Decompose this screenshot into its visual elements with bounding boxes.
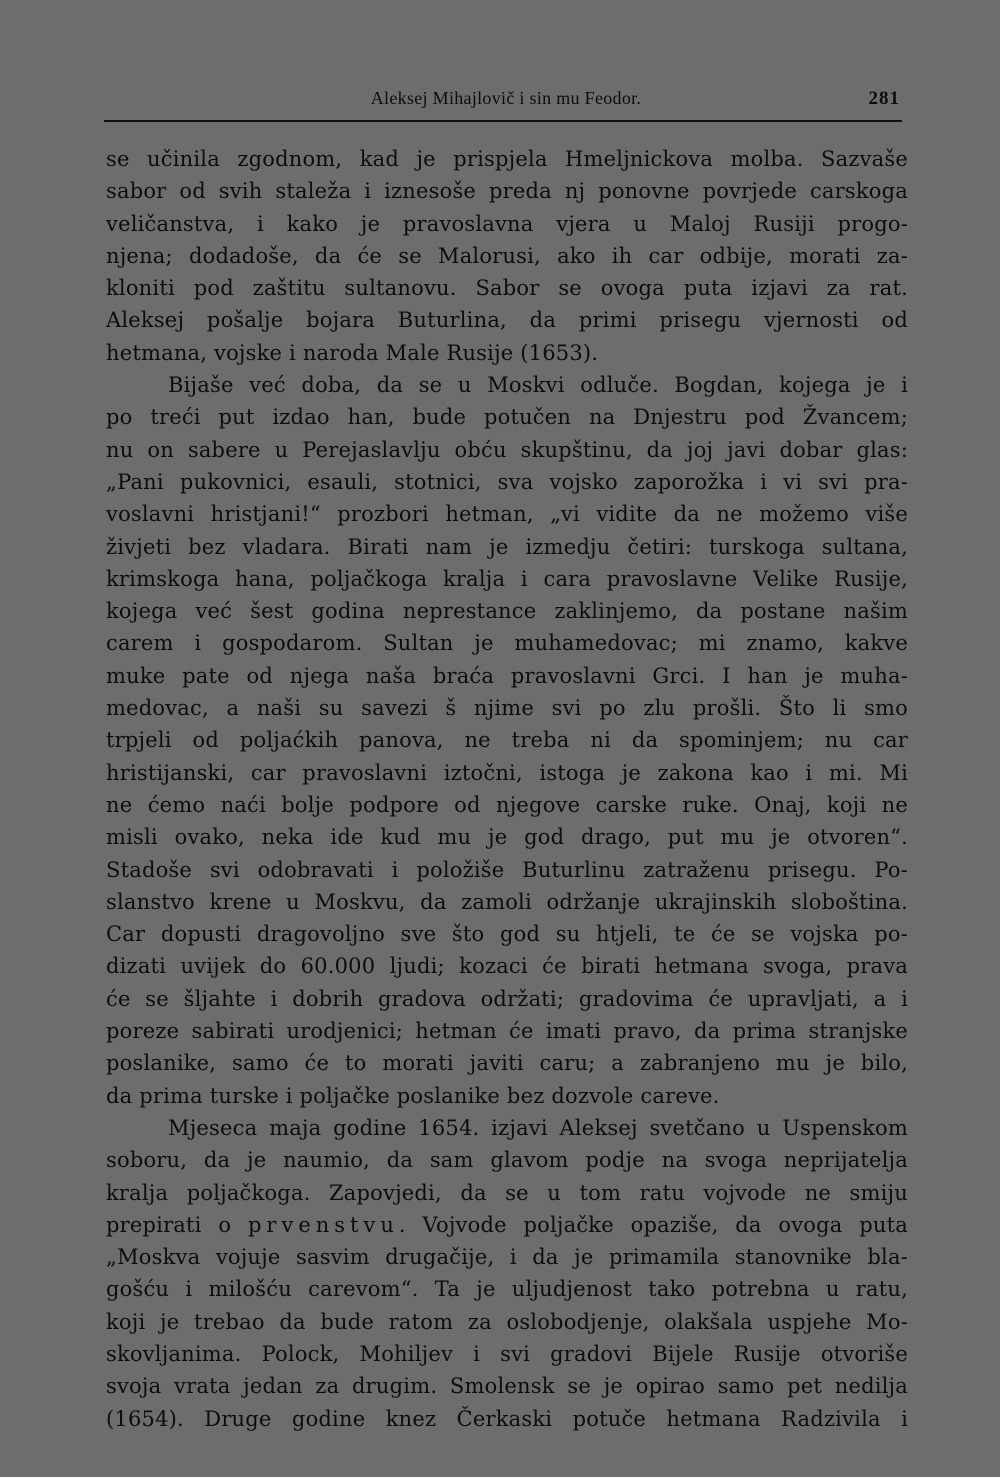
text-line: „Pani pukovnici, esauli, stotnici, sva vojsko zaporožka i vi svi pra-	[106, 469, 908, 494]
text-line: hetmana, vojske i naroda Male Rusije (1653).	[106, 340, 599, 365]
text-line: da prima turske i poljačke poslanike bez dozvole careve.	[106, 1083, 720, 1108]
header-rule	[104, 120, 902, 122]
text-line: poslanike, samo će to morati javiti caru; a zabranjeno mu je bilo,	[106, 1051, 908, 1076]
text-line: Stadoše svi odobravati i položiše Buturlinu zatraženu prisegu. Po-	[106, 857, 908, 882]
paragraph-first-line: Bijaše već doba, da se u Moskvi odluče. Bogdan, kojega je i	[168, 373, 908, 398]
text-line: ne ćemo naći bolje podpore od njegove carske ruke. Onaj, koji ne	[106, 792, 908, 817]
text-line: kojega već šest godina neprestance zaklinjemo, da postane našim	[106, 599, 908, 624]
text-line: krimskoga hana, poljačkoga kralja i cara pravoslavne Velike Rusije,	[106, 566, 908, 591]
text-line: nu on sabere u Perejaslavlju obću skupštinu, da joj javi dobar glas:	[106, 437, 908, 462]
text-line-with-emphasis	[106, 1209, 908, 1241]
text-line: veličanstva, i kako je pravoslavna vjera u Maloj Rusiji progo-	[106, 211, 908, 236]
text-line: će se šljahte i dobrih gradova održati; gradovima će upravljati, a i	[106, 986, 908, 1011]
text-line: njena; dodadoše, da će se Malorusi, ako ih car odbije, morati za-	[106, 243, 908, 268]
text-line: misli ovako, neka ide kud mu je god drago, put mu je otvoren“.	[106, 825, 908, 850]
text-line: (1654). Druge godine knez Čerkaski potuče hetmana Radzivila i	[106, 1406, 908, 1431]
text-line: „Moskva vojuje sasvim drugačije, i da je primamila stanovnike bla-	[106, 1245, 908, 1270]
text-line: slanstvo krene u Moskvu, da zamoli održanje ukrajinskih sloboština.	[106, 889, 908, 914]
paragraph-first-line: Mjeseca maja godine 1654. izjavi Aleksej svetčano u Uspenskom	[168, 1115, 908, 1140]
text-line: medovac, a naši su savezi š njime svi po zlu prošli. Što li smo	[106, 696, 908, 721]
text-line: sabor od svih staleža i iznesoše preda nj ponovne povrjede carskoga	[106, 179, 908, 204]
text-line: kloniti pod zaštitu sultanovu. Sabor se ovoga puta izjavi za rat.	[106, 276, 908, 301]
text-line: živjeti bez vladara. Birati nam je izmedju četiri: turskoga sultana,	[106, 534, 908, 559]
text-line: se učinila zgodnom, kad je prispjela Hmeljnickova molba. Sazvaše	[106, 147, 908, 171]
text-line: gošću i milošću carevom“. Ta je uljudjenost tako potrebna u ratu,	[106, 1277, 908, 1302]
text-line: svoja vrata jedan za drugim. Smolensk se je opirao samo pet nedilja	[106, 1374, 908, 1399]
text-line: Aleksej pošalje bojara Buturlina, da primi prisegu vjernosti od	[106, 308, 908, 333]
line-segment: prepirati o	[106, 1212, 248, 1237]
text-line: dizati uvijek do 60.000 ljudi; kozaci će birati hetmana svoga, prava	[106, 954, 908, 979]
text-line: muke pate od njega naša braća pravoslavni Grci. I han je muha-	[106, 663, 908, 688]
text-line: trpjeli od poljaćkih panova, ne treba ni da spominjem; nu car	[106, 728, 908, 753]
text-line: voslavni hristjani!“ prozbori hetman, „vi vidite da ne možemo više	[106, 502, 908, 527]
text-line: poreze sabirati urodjenici; hetman će imati pravo, da prima stranjske	[106, 1019, 908, 1044]
line-segment: . Vojvode poljačke opaziše, da ovoga puta	[398, 1212, 908, 1237]
running-title: Aleksej Mihajlovič i sin mu Feodor.	[370, 88, 642, 108]
running-head	[106, 88, 906, 118]
text-line: koji je trebao da bude ratom za oslobodjenje, olakšala uspjehe Mo-	[106, 1309, 908, 1334]
text-line: Car dopusti dragovoljno sve što god su htjeli, te će se vojska po-	[106, 922, 908, 947]
text-line: soboru, da je naumio, da sam glavom podje na svoga neprijatelja	[106, 1148, 908, 1173]
spaced-emphasis: prvenstvu	[247, 1212, 399, 1237]
page-number: 281	[868, 88, 900, 109]
text-line: carem i gospodarom. Sultan je muhamedovac; mi znamo, kakve	[106, 631, 908, 656]
text-line: kralja poljačkoga. Zapovjedi, da se u tom ratu vojvode ne smiju	[106, 1180, 908, 1205]
body-text	[106, 143, 908, 1435]
text-line: po treći put izdao han, bude potučen na Dnjestru pod Žvancem;	[106, 405, 908, 430]
text-line: skovljanima. Polock, Mohiljev i svi gradovi Bijele Rusije otvoriše	[106, 1341, 908, 1366]
text-line: hristijanski, car pravoslavni iztočni, istoga je zakona kao i mi. Mi	[106, 760, 908, 785]
